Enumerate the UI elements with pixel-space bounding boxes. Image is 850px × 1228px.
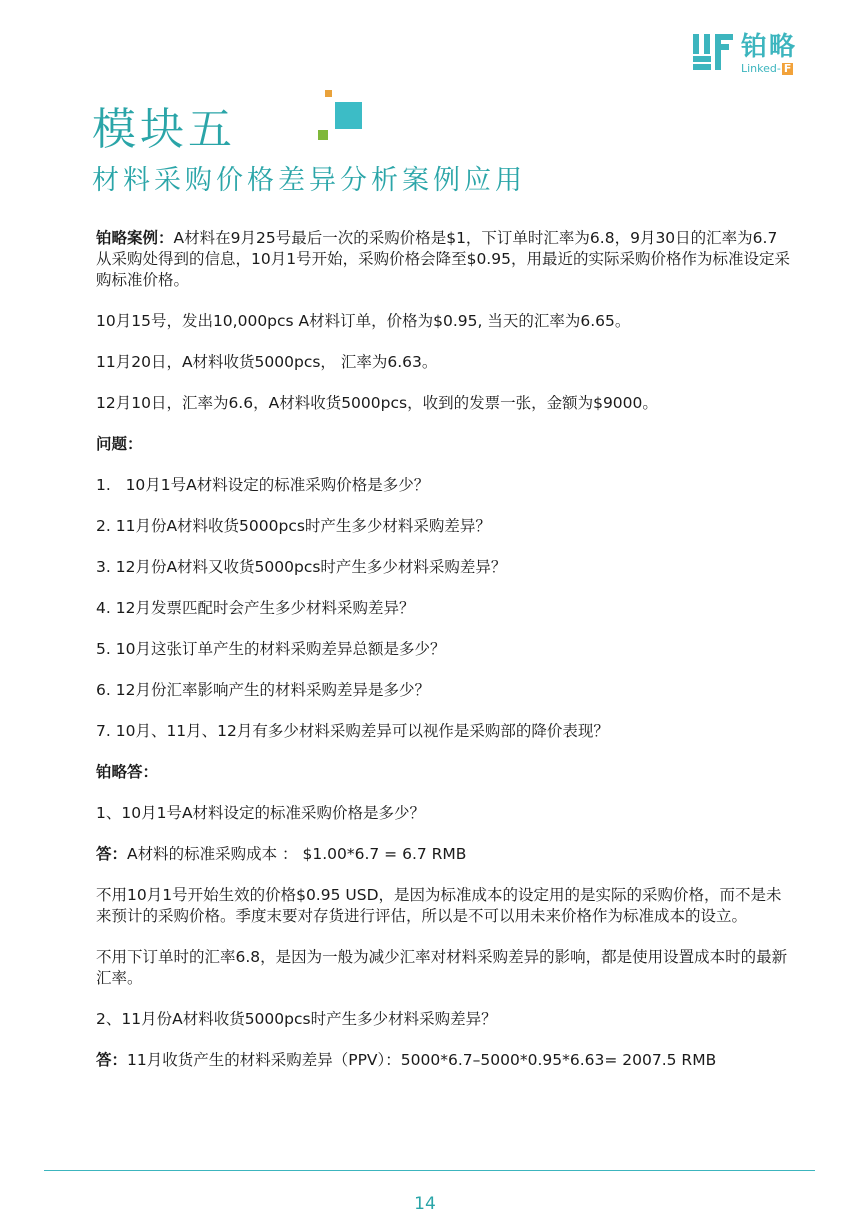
questions-heading: 问题： — [96, 435, 143, 453]
question-item: 4. 12月发票匹配时会产生多少材料采购差异？ — [96, 599, 415, 617]
question-item: 3. 12月份A材料又收货5000pcs时产生多少材料采购差异？ — [96, 558, 507, 576]
answer-1-explanation-2: 不用下订单时的汇率6.8，是因为一般为减少汇率对材料采购差异的影响，都是使用设置成本时的最新汇率。 — [96, 948, 788, 987]
page-number: 14 — [414, 1194, 436, 1214]
module-title: 模块五 — [92, 104, 236, 155]
logo-name-cn: 铂略 — [741, 32, 798, 62]
footer-divider — [44, 1170, 815, 1171]
answer-question-1: 1、10月1号A材料设定的标准采购价格是多少？ — [96, 804, 426, 822]
answer-1-explanation-1: 不用10月1号开始生效的价格$0.95 USD，是因为标准成本的设定用的是实际的采购价格，而不是未来预计的采购价格。季度末要对存货进行评估，所以是不可以用未来价格作为标准成本的设立。 — [96, 886, 782, 925]
case-event: 10月15号，发出10,000pcs A材料订单，价格为$0.95, 当天的汇率为6.65。 — [96, 312, 631, 330]
case-paragraph — [96, 228, 796, 291]
answers-heading: 铂略答： — [96, 763, 159, 781]
answer-2-text: 11月收货产生的材料采购差异（PPV）：5000*6.7–5000*0.95*6.63= 2007.5 RMB — [127, 1051, 717, 1069]
decor-square-orange — [325, 90, 332, 97]
decor-square-green — [318, 130, 328, 140]
question-item: 2. 11月份A材料收货5000pcs时产生多少材料采购差异？ — [96, 517, 491, 535]
case-label: 铂略案例： — [96, 229, 174, 247]
case-event: 11月20日，A材料收货5000pcs， 汇率为6.63。 — [96, 353, 438, 371]
question-item: 5. 10月这张订单产生的材料采购差异总额是多少？ — [96, 640, 446, 658]
logo-name-en — [741, 63, 793, 75]
logo-name-en-text: Linked- — [741, 62, 781, 75]
module-subtitle: 材料采购价格差异分析案例应用 — [92, 165, 526, 196]
question-item: 1. 10月1号A材料设定的标准采购价格是多少？ — [96, 476, 430, 494]
document-body — [96, 228, 796, 1091]
logo-mark-icon — [693, 32, 735, 72]
case-event: 12月10日，汇率为6.6，A材料收货5000pcs，收到的发票一张，金额为$9000。 — [96, 394, 658, 412]
answer-question-2: 2、11月份A材料收货5000pcs时产生多少材料采购差异？ — [96, 1010, 497, 1028]
answer-2 — [96, 1050, 796, 1071]
answer-1-label: 答： — [96, 845, 128, 863]
answer-2-label: 答： — [96, 1051, 128, 1069]
answer-1-text: A材料的标准采购成本 ： $1.00*6.7 = 6.7 RMB — [127, 845, 467, 863]
logo-name-en-badge: F — [783, 62, 792, 75]
answer-1 — [96, 844, 796, 865]
case-text: A材料在9月25号最后一次的采购价格是$1，下订单时汇率为6.8，9月30日的汇率为6.7 从采购处得到的信息，10月1号开始，采购价格会降至$0.95，用最近的实际采购价格作为标准设定采购标准价格。 — [96, 229, 790, 289]
brand-logo — [693, 32, 813, 76]
question-item: 6. 12月份汇率影响产生的材料采购差异是多少？ — [96, 681, 430, 699]
question-item: 7. 10月、11月、12月有多少材料采购差异可以视作是采购部的降价表现？ — [96, 722, 609, 740]
decor-square-teal — [335, 102, 362, 129]
